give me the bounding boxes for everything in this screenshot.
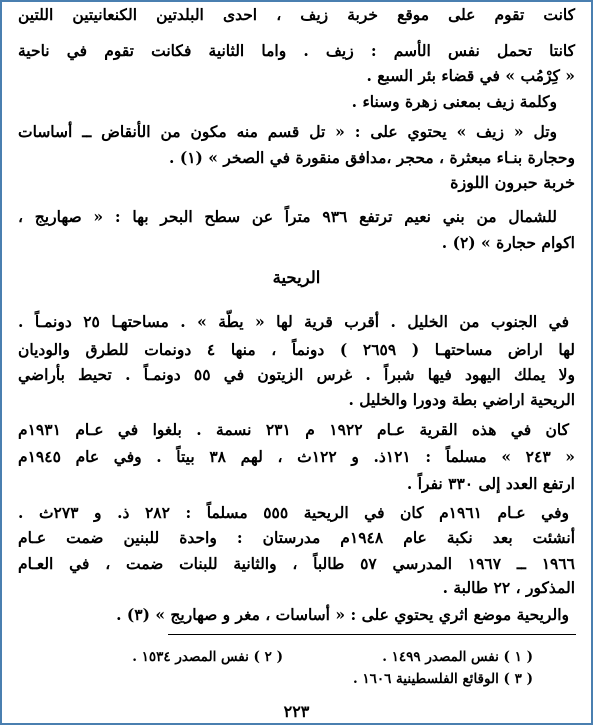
text-line: ارتفع العدد إلى ٣٣٠ نفراً . xyxy=(406,474,575,493)
footnote: ( ٢ ) نفس المصدر ١٥٣٤ . xyxy=(132,649,283,665)
text-line: « كِرْمُب » في قضاء بئر السبع . xyxy=(366,66,575,85)
text-line: والريحية موضع اثري يحتوي على : « أساسات ، مغر و صهاريج » (٣) . xyxy=(116,605,569,624)
text-line: « ٢٤٣ » مسلماً : ١٢١ذ. و ١٢٢ث ، لهم ٣٨ بيتاً . وفي عام ١٩٤٥م xyxy=(18,447,575,466)
text-line: وفي عـام ١٩٦١م كان في الريحية ٥٥٥ مسلماً : ٢٨٢ ذ. و ٢٧٣ث . xyxy=(18,503,569,522)
footnote-separator xyxy=(168,634,576,635)
text-line: كان في هذه القرية عـام ١٩٢٢ م ٢٣١ نسمة . بلغوا في عـام ١٩٣١م xyxy=(18,420,569,439)
text-line: المذكور ، ٢٢ طالبة . xyxy=(442,578,575,597)
subheading: خربة حبرون اللوزة xyxy=(450,173,575,192)
footnote: ( ١ ) نفس المصدر ١٤٩٩ . xyxy=(382,649,533,665)
text-line: وكلمة زيف بمعنى زهرة وسناء . xyxy=(351,92,557,111)
section-title: الريحية xyxy=(272,268,321,287)
text-line: ١٩٦٦ ــ ١٩٦٧ المدرسي ٥٧ طالباً ، والثانية للبنات ضمت ، في العـام xyxy=(18,554,575,573)
text-line: وحجارة بنـاء مبعثرة ، محجر ،مدافق منقورة في الصخر » (١) . xyxy=(169,148,575,167)
text-line: وتل « زيف » يحتوي على : « تل قسم منه مكون من الأنقاض ــ أساسات xyxy=(18,122,557,141)
footnote: ( ٣ ) الوقائع الفلسطينية ١٦٠٦ . xyxy=(352,671,533,687)
text-line: الريحية اراضي بطة ودورا والخليل . xyxy=(348,390,575,409)
page-number: ٢٢٣ xyxy=(283,702,310,721)
text-line: اكوام حجارة » (٢) . xyxy=(441,233,575,252)
text-line: ولا يملك اليهود فيها شبراً . غرس الزيتون في ٥٥ دونمـاً . تحيط بأراضي xyxy=(18,365,575,384)
text-line: كانت تقوم على موقع خربة زيف ، احدى البلدتين الكنعانيتين اللتين xyxy=(18,5,575,24)
text-line: لها اراض مساحتهـا ( ٢٦٥٩ ) دونماً ، منها ٤ دونمات للطرق والوديان xyxy=(18,340,575,359)
text-line: أنشئت بعد نكبة عام ١٩٤٨م مدرستان : واحدة للبنين ضمت عـام xyxy=(18,528,575,547)
text-line: كانتا تحمل نفس الأسم : زيف . واما الثانية فكانت تقوم في ناحية xyxy=(18,41,575,60)
text-line: في الجنوب من الخليل . أقرب قرية لها « يطّة » . مساحتهـا ٢٥ دونمـاً . xyxy=(18,312,569,331)
text-line: للشمال من بني نعيم ترتفع ٩٣٦ متراً عن سطح البحر بها : « صهاريج ، xyxy=(18,207,557,226)
